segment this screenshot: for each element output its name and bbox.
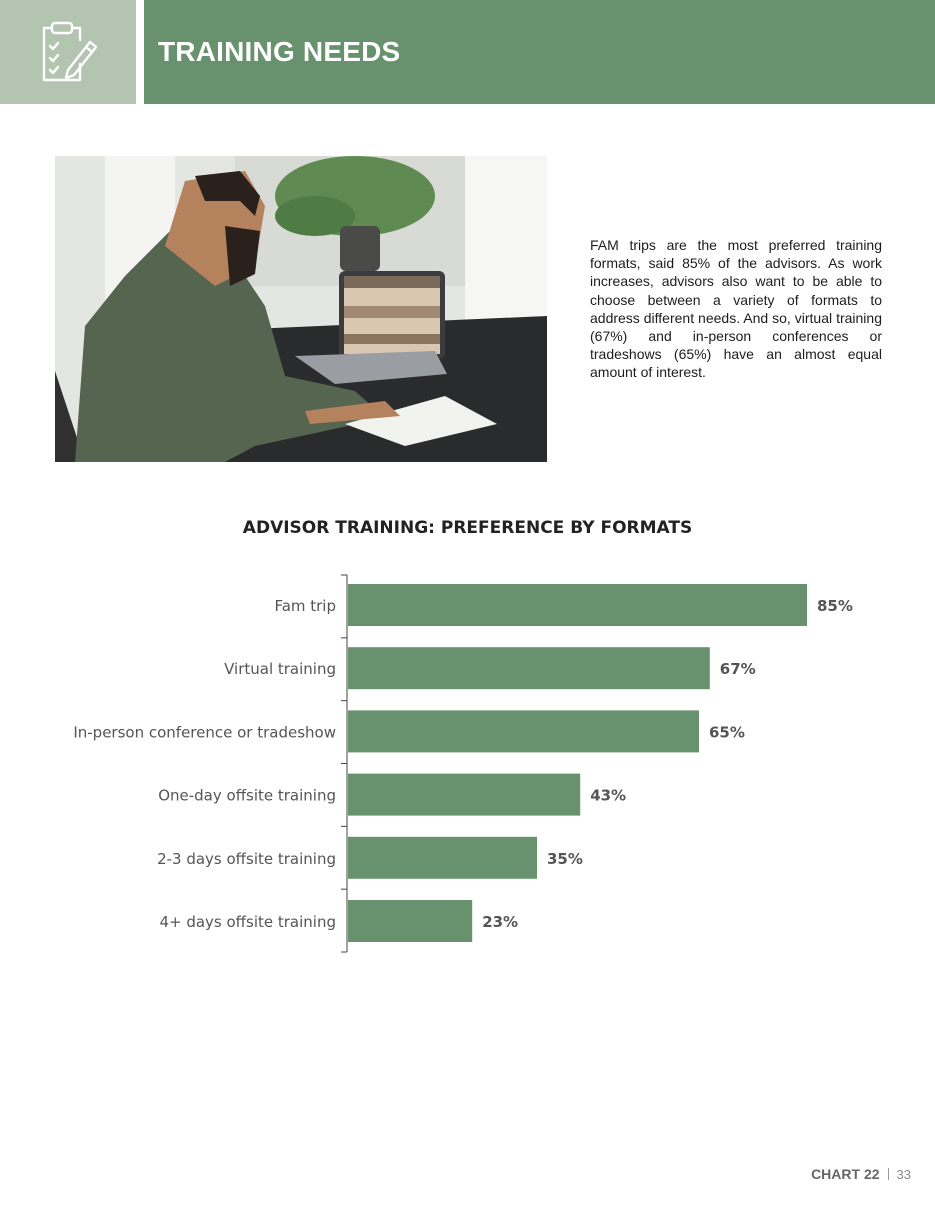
clipboard-pencil-icon xyxy=(38,20,98,84)
header-icon-box xyxy=(0,0,136,104)
value-label-4: 35% xyxy=(547,849,583,868)
bar-chart xyxy=(0,560,935,960)
category-label-3: One-day offsite training xyxy=(158,786,336,805)
value-label-3: 43% xyxy=(590,786,627,805)
category-label-1: Virtual training xyxy=(224,660,336,679)
bar-1 xyxy=(348,647,710,689)
chart-number: CHART 22 xyxy=(811,1166,880,1182)
value-label-0: 85% xyxy=(817,597,853,615)
chart-title: ADVISOR TRAINING: PREFERENCE BY FORMATS xyxy=(242,518,693,538)
header-bar xyxy=(144,0,935,104)
category-label-2: In-person conference or tradeshow xyxy=(73,723,336,742)
category-label-0: Fam trip xyxy=(274,597,336,615)
page-title: TRAINING NEEDS xyxy=(158,36,401,67)
intro-paragraph: FAM trips are the most preferred training formats, said 85% of the advisors. As work increases, advisors also want to be able to choose between a variety of formats to address different needs. And so, virtual training (67%) and in-person conferences or tradeshows (65%) have an almost equal amount of interest. xyxy=(590,237,882,381)
value-label-1: 67% xyxy=(719,660,756,679)
footer xyxy=(811,1166,911,1182)
value-label-2: 65% xyxy=(709,723,745,742)
photo-man-video-call xyxy=(55,156,547,462)
category-label-5: 4+ days offsite training xyxy=(159,913,336,931)
footer-divider xyxy=(888,1168,889,1180)
bar-4 xyxy=(348,837,537,879)
bar-2 xyxy=(348,710,699,752)
value-label-5: 23% xyxy=(482,913,519,931)
bar-3 xyxy=(348,774,580,816)
category-label-4: 2-3 days offsite training xyxy=(157,849,336,868)
page-number: 33 xyxy=(896,1167,911,1182)
bar-5 xyxy=(348,900,472,942)
bar-0 xyxy=(348,584,807,626)
